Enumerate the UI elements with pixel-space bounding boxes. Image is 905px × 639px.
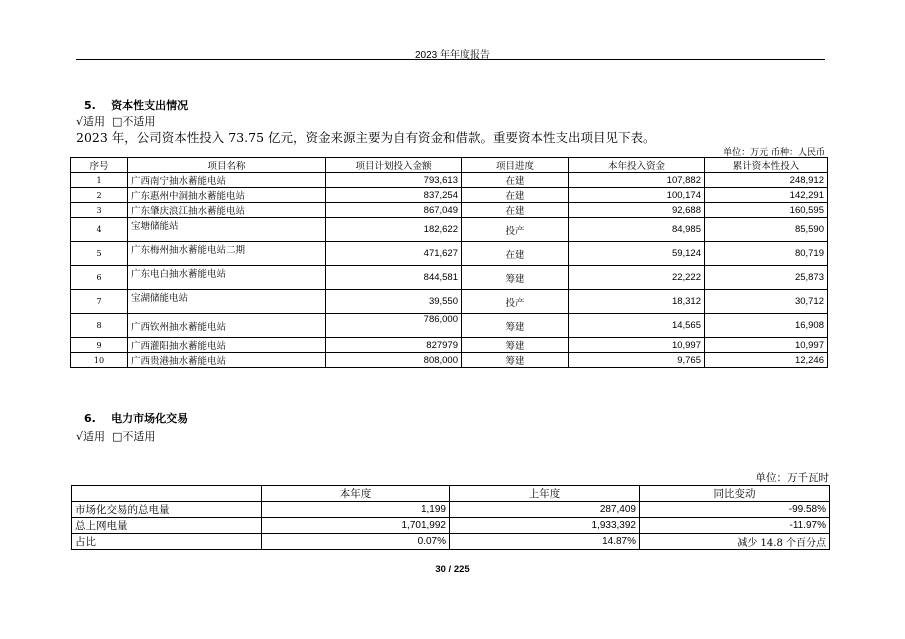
planned-investment: 867,049 [326, 203, 462, 218]
row-label: 市场化交易的总电量 [72, 502, 262, 518]
table-row [72, 502, 830, 518]
project-name: 广西南宁抽水蓄能电站 [128, 173, 326, 188]
row-index: 6 [71, 266, 128, 290]
current-year-value: 1,199 [262, 502, 450, 518]
section-6-unit: 单位：万千瓦时 [755, 472, 829, 484]
previous-year-value: 287,409 [450, 502, 640, 518]
cumulative-investment: 248,912 [705, 173, 828, 188]
project-name: 广东肇庆浪江抽水蓄能电站 [128, 203, 326, 218]
table-row [71, 266, 828, 290]
annual-investment: 59,124 [569, 242, 705, 266]
planned-investment: 786,000 [326, 314, 462, 338]
cumulative-investment: 142,291 [705, 188, 828, 203]
table-row [71, 188, 828, 203]
previous-year-value: 14.87% [450, 534, 640, 550]
project-progress: 投产 [462, 218, 569, 242]
yoy-change: -99.58% [640, 502, 830, 518]
row-index: 2 [71, 188, 128, 203]
table-row [71, 242, 828, 266]
cumulative-investment: 10,997 [705, 338, 828, 353]
annual-investment: 18,312 [569, 290, 705, 314]
table-row [71, 353, 828, 368]
table-row [71, 314, 828, 338]
page-header-title: 2023 年年度报告 [414, 50, 491, 61]
table-row [71, 218, 828, 242]
annual-investment: 9,765 [569, 353, 705, 368]
page-number: 30 / 225 [435, 564, 470, 575]
column-header: 项目计划投入金额 [326, 158, 462, 173]
section-6-applicability: √适用 □不适用 [76, 430, 156, 443]
row-index: 1 [71, 173, 128, 188]
planned-investment: 808,000 [326, 353, 462, 368]
section-6-title: 6. 电力市场化交易 [84, 412, 189, 425]
project-name: 广西贵港抽水蓄能电站 [128, 353, 326, 368]
project-progress: 在建 [462, 173, 569, 188]
section-5-applicability: √适用 □不适用 [76, 115, 156, 128]
project-progress: 在建 [462, 188, 569, 203]
column-header: 项目名称 [128, 158, 326, 173]
current-year-value: 0.07% [262, 534, 450, 550]
header-divider [76, 59, 825, 60]
planned-investment: 182,622 [326, 218, 462, 242]
project-progress: 筹建 [462, 353, 569, 368]
table-row [71, 173, 828, 188]
section-5-title: 5. 资本性支出情况 [84, 99, 189, 112]
yoy-change: 减少 14.8 个百分点 [640, 534, 830, 550]
cumulative-investment: 80,719 [705, 242, 828, 266]
column-header: 本年度 [262, 486, 450, 502]
cumulative-investment: 160,595 [705, 203, 828, 218]
annual-investment: 92,688 [569, 203, 705, 218]
row-label: 占比 [72, 534, 262, 550]
table-row [72, 518, 830, 534]
column-header: 上年度 [450, 486, 640, 502]
previous-year-value: 1,933,392 [450, 518, 640, 534]
row-label: 总上网电量 [72, 518, 262, 534]
annual-investment: 107,882 [569, 173, 705, 188]
table-header-row [72, 486, 830, 502]
yoy-change: -11.97% [640, 518, 830, 534]
capex-table [70, 157, 828, 368]
column-header: 项目进度 [462, 158, 569, 173]
row-index: 7 [71, 290, 128, 314]
planned-investment: 793,613 [326, 173, 462, 188]
column-header [72, 486, 262, 502]
current-year-value: 1,701,992 [262, 518, 450, 534]
project-progress: 筹建 [462, 338, 569, 353]
project-name: 宝塘储能站 [128, 218, 326, 242]
project-progress: 在建 [462, 203, 569, 218]
table-header-row [71, 158, 828, 173]
project-name: 广西灌阳抽水蓄能电站 [128, 338, 326, 353]
cumulative-investment: 25,873 [705, 266, 828, 290]
planned-investment: 471,627 [326, 242, 462, 266]
row-index: 3 [71, 203, 128, 218]
project-progress: 筹建 [462, 266, 569, 290]
project-progress: 筹建 [462, 314, 569, 338]
column-header: 本年投入资金 [569, 158, 705, 173]
column-header: 同比变动 [640, 486, 830, 502]
section-5-paragraph: 2023 年，公司资本性投入 73.75 亿元，资金来源主要为自有资金和借款。重要资本性支出项目见下表。 [76, 130, 656, 145]
cumulative-investment: 16,908 [705, 314, 828, 338]
planned-investment: 837,254 [326, 188, 462, 203]
column-header: 序号 [71, 158, 128, 173]
project-name: 广西钦州抽水蓄能电站 [128, 314, 326, 338]
row-index: 8 [71, 314, 128, 338]
project-name: 宝湖储能电站 [128, 290, 326, 314]
planned-investment: 844,581 [326, 266, 462, 290]
cumulative-investment: 85,590 [705, 218, 828, 242]
table-row [72, 534, 830, 550]
cumulative-investment: 12,246 [705, 353, 828, 368]
row-index: 4 [71, 218, 128, 242]
annual-investment: 84,985 [569, 218, 705, 242]
project-name: 广东梅州抽水蓄能电站二期 [128, 242, 326, 266]
annual-investment: 100,174 [569, 188, 705, 203]
table-row [71, 203, 828, 218]
section-5-unit: 单位：万元 币种：人民币 [723, 148, 825, 158]
market-trading-table [71, 485, 830, 550]
planned-investment: 827979 [326, 338, 462, 353]
planned-investment: 39,550 [326, 290, 462, 314]
project-progress: 在建 [462, 242, 569, 266]
project-name: 广东惠州中洞抽水蓄能电站 [128, 188, 326, 203]
row-index: 5 [71, 242, 128, 266]
column-header: 累计资本性投入 [705, 158, 828, 173]
row-index: 10 [71, 353, 128, 368]
project-name: 广东电白抽水蓄能电站 [128, 266, 326, 290]
table-row [71, 338, 828, 353]
row-index: 9 [71, 338, 128, 353]
annual-investment: 22,222 [569, 266, 705, 290]
cumulative-investment: 30,712 [705, 290, 828, 314]
table-row [71, 290, 828, 314]
annual-investment: 14,565 [569, 314, 705, 338]
project-progress: 投产 [462, 290, 569, 314]
annual-investment: 10,997 [569, 338, 705, 353]
